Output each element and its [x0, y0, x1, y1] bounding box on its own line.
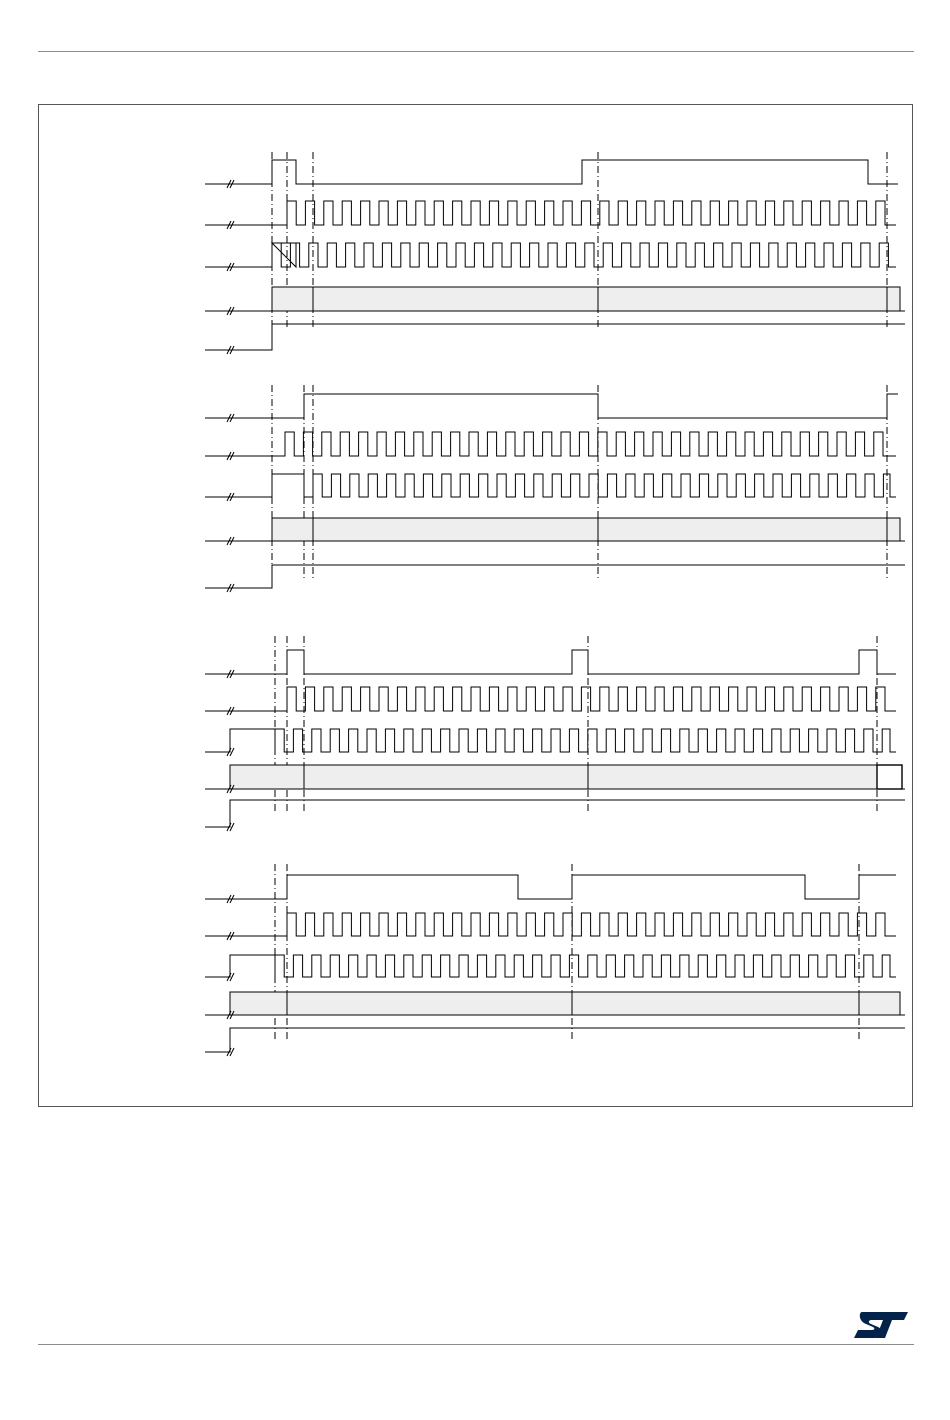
panel-2-trace-5-step	[205, 565, 905, 588]
panel-2-trace-4-bus-segment	[272, 518, 900, 541]
panel-4-trace-2-clock	[205, 913, 896, 936]
panel-1-trace-3-clock	[205, 243, 896, 267]
panel-4-trace-4-bus-segment	[230, 992, 900, 1015]
footer-rule	[38, 1344, 914, 1345]
panel-4-trace-1-level	[205, 875, 896, 899]
panel-3-trace-5-step	[205, 800, 905, 827]
panel-1-trace-4-bus-segment	[272, 287, 900, 311]
panel-1-trace-2-clock	[205, 201, 896, 225]
panel-2-trace-3-clock	[205, 474, 896, 497]
panel-1-trace-5-step	[205, 324, 905, 350]
st-logo-icon	[852, 1310, 910, 1340]
panel-3-trace-4-bus-segment	[230, 765, 902, 789]
panel-3-trace-4-bus-end-box	[877, 765, 902, 789]
panel-2-trace-1-level	[205, 394, 898, 418]
panel-3-trace-1-level	[205, 650, 896, 674]
panel-1-trace-1-level	[205, 160, 898, 184]
panel-3-trace-2-clock	[205, 687, 896, 711]
panel-4-trace-5-step	[205, 1028, 905, 1052]
panel-3-trace-3-clock	[205, 729, 896, 752]
panel-2-trace-2-clock	[205, 432, 896, 456]
panel-4-trace-3-clock	[205, 955, 896, 977]
